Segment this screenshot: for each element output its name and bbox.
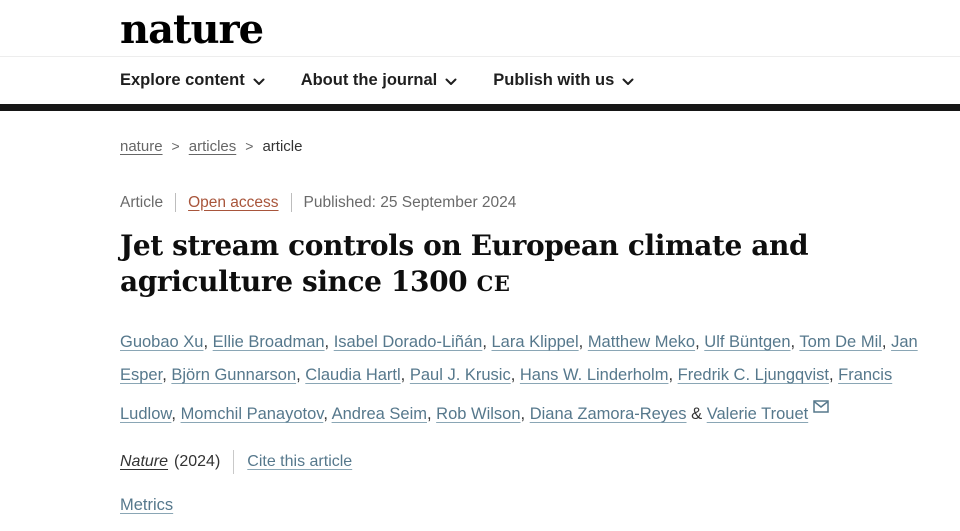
author-link[interactable]: Fredrik C. Ljungqvist	[677, 366, 829, 384]
breadcrumb	[120, 138, 920, 155]
published-date: Published: 25 September 2024	[303, 193, 517, 211]
metrics-link[interactable]: Metrics	[120, 496, 174, 514]
chevron-down-icon	[445, 72, 457, 91]
nav-about-the-journal-label: About the journal	[300, 71, 438, 89]
author-link[interactable]: Momchil Panayotov	[180, 405, 324, 423]
author-link[interactable]: Matthew Meko	[587, 333, 696, 351]
cite-this-article-link[interactable]: Cite this article	[247, 453, 353, 470]
breadcrumb-nature-link[interactable]: nature	[120, 138, 163, 155]
chevron-down-icon	[253, 72, 265, 91]
title-era: CE	[476, 271, 511, 296]
author-link[interactable]: Francis Ludlow	[120, 366, 893, 423]
author-link[interactable]: Paul J. Krusic	[409, 366, 511, 384]
nav-about-the-journal[interactable]	[301, 70, 458, 91]
author-link[interactable]: Diana Zamora-Reyes	[529, 405, 687, 423]
ampersand: &	[686, 405, 707, 423]
site-header	[0, 0, 960, 57]
open-access-link[interactable]: Open access	[188, 193, 279, 211]
breadcrumb-current: article	[262, 138, 303, 155]
divider	[291, 193, 292, 212]
main-nav	[0, 57, 960, 111]
citation-line	[120, 450, 920, 474]
author-link[interactable]: Claudia Hartl	[305, 366, 401, 384]
nav-publish-with-us-label: Publish with us	[493, 71, 615, 89]
envelope-icon[interactable]	[813, 392, 829, 425]
author-link[interactable]: Björn Gunnarson	[171, 366, 297, 384]
citation-year: (2024)	[174, 453, 221, 470]
nature-logo[interactable]: nature	[120, 6, 264, 53]
author-link[interactable]: Tom De Mil	[799, 333, 882, 351]
author-link[interactable]: Guobao Xu	[120, 333, 204, 351]
breadcrumb-articles-link[interactable]: articles	[188, 138, 237, 155]
title-text: Jet stream controls on European climate and agriculture since 1300	[120, 229, 809, 298]
nav-explore-content-label: Explore content	[120, 71, 245, 89]
metrics-row	[120, 496, 920, 515]
article-meta	[120, 193, 920, 212]
author-link[interactable]: Jan Esper	[120, 333, 918, 384]
author-link[interactable]: Valerie Trouet	[706, 405, 809, 423]
author-link[interactable]: Ulf Büntgen	[704, 333, 791, 351]
nav-explore-content[interactable]	[120, 70, 265, 91]
author-link[interactable]: Isabel Dorado-Liñán	[333, 333, 483, 351]
divider	[233, 450, 234, 474]
author-names: Guobao Xu, Ellie Broadman, Isabel Dorado-Liñán, Lara Klippel, Matthew Meko, Ulf Büntgen, Tom De Mil, Jan Esper, Björn Gunnarson, Claudia Hartl, Paul J. Krusic, Hans W. Linderholm, Fredrik C. Ljungqvist, Francis Ludlow, Momchil Panayotov, Andrea Seim, Rob Wilson, Diana Zamora-Reyes & Valerie Trouet	[120, 333, 918, 423]
author-link[interactable]: Lara Klippel	[491, 333, 579, 351]
divider	[175, 193, 176, 212]
author-list	[120, 326, 920, 431]
chevron-right-icon: >	[245, 138, 254, 154]
author-link[interactable]: Andrea Seim	[331, 405, 427, 423]
chevron-right-icon: >	[171, 138, 180, 154]
journal-link[interactable]: Nature	[120, 453, 169, 470]
author-link[interactable]: Ellie Broadman	[212, 333, 325, 351]
nav-publish-with-us[interactable]	[493, 70, 634, 91]
author-link[interactable]: Rob Wilson	[436, 405, 521, 423]
article-type-label: Article	[120, 193, 164, 211]
page-title	[120, 228, 840, 302]
author-link[interactable]: Hans W. Linderholm	[519, 366, 669, 384]
chevron-down-icon	[622, 72, 634, 91]
article-page	[0, 111, 960, 515]
